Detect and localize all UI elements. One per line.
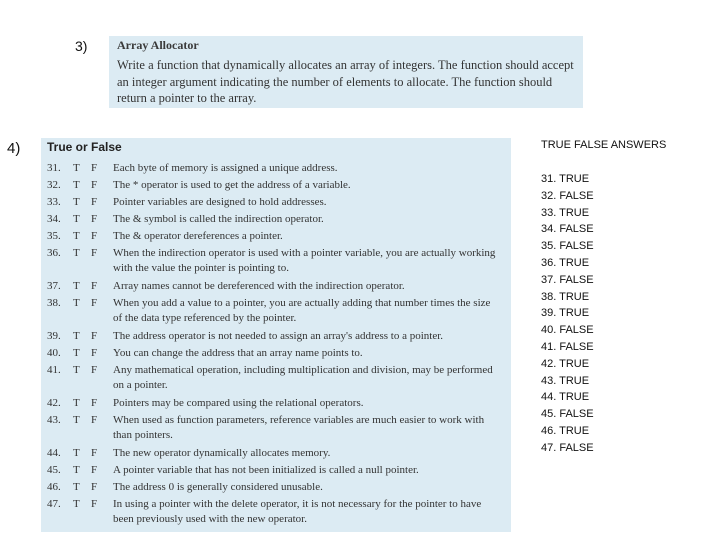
false-option: F (91, 498, 98, 510)
false-option: F (91, 280, 98, 292)
false-option: F (91, 196, 98, 208)
answer-item: 35. FALSE (541, 240, 594, 253)
answer-item: 42. TRUE (541, 357, 590, 370)
question-number: 43. (47, 414, 61, 426)
answer-item: 38. TRUE (541, 290, 590, 303)
question-number: 45. (47, 464, 61, 476)
question-text: Each byte of memory is assigned a unique address. (113, 162, 338, 174)
question-text: When the indirection operator is used with a pointer variable, you are actually working with the value the pointer is pointing to. (113, 247, 496, 274)
question-number: 36. (47, 247, 61, 259)
question-number: 35. (47, 230, 61, 242)
true-option: T (73, 464, 80, 476)
true-option: T (73, 481, 80, 493)
question-text: Array names cannot be dereferenced with the indirection operator. (113, 280, 405, 292)
false-option: F (91, 247, 98, 259)
true-option: T (73, 297, 80, 309)
answer-item: 46. TRUE (541, 424, 590, 437)
true-option: T (73, 162, 80, 174)
question-text: The address 0 is generally considered unusable. (113, 481, 323, 493)
question-text: You can change the address that an array name points to. (113, 347, 363, 359)
true-option: T (73, 364, 80, 376)
answer-item: 47. FALSE (541, 441, 594, 454)
false-option: F (91, 481, 98, 493)
answer-item: 36. TRUE (541, 256, 590, 269)
false-option: F (91, 213, 98, 225)
question-text: In using a pointer with the delete operator, it is not necessary for the pointer to have been previously used with the new operator. (113, 498, 482, 525)
false-option: F (91, 364, 98, 376)
answers-heading: TRUE FALSE ANSWERS (541, 139, 667, 151)
true-false-box (41, 138, 511, 532)
question-text: Any mathematical operation, including multiplication and division, may be performed on a pointer. (113, 364, 493, 391)
question-number: 31. (47, 162, 61, 174)
question-number: 38. (47, 297, 61, 309)
question-text: The & symbol is called the indirection operator. (113, 213, 324, 225)
answer-item: 34. FALSE (541, 223, 594, 236)
false-option: F (91, 330, 98, 342)
false-option: F (91, 230, 98, 242)
problem-4-number: 4) (7, 140, 21, 157)
question-text: The & operator dereferences a pointer. (113, 230, 283, 242)
question-number: 34. (47, 213, 61, 225)
array-allocator-title: Array Allocator (117, 38, 199, 52)
answer-item: 39. TRUE (541, 307, 590, 320)
question-text: The new operator dynamically allocates memory. (113, 447, 331, 459)
question-number: 40. (47, 347, 61, 359)
question-number: 32. (47, 179, 61, 191)
question-number: 46. (47, 481, 61, 493)
answer-item: 41. FALSE (541, 340, 594, 353)
false-option: F (91, 397, 98, 409)
question-text: The address operator is not needed to assign an array's address to a pointer. (113, 330, 444, 342)
false-option: F (91, 464, 98, 476)
question-text: When used as function parameters, reference variables are much easier to work with than pointers. (113, 414, 485, 441)
answers-list (541, 171, 666, 457)
true-option: T (73, 179, 80, 191)
false-option: F (91, 347, 98, 359)
array-allocator-box (109, 36, 583, 108)
problem-3-number: 3) (75, 38, 88, 54)
true-option: T (73, 247, 80, 259)
array-allocator-body: Write a function that dynamically allocates an array of integers. The function should accept an integer argument indicating the number of elements to allocate. The function should return a pointer to the array. (117, 58, 574, 105)
question-text: The * operator is used to get the address of a variable. (113, 179, 351, 191)
question-number: 39. (47, 330, 61, 342)
false-option: F (91, 297, 98, 309)
question-text: Pointer variables are designed to hold addresses. (113, 196, 327, 208)
true-option: T (73, 196, 80, 208)
answer-item: 40. FALSE (541, 324, 594, 337)
question-text: A pointer variable that has not been initialized is called a null pointer. (113, 464, 419, 476)
true-option: T (73, 447, 80, 459)
answer-item: 45. FALSE (541, 408, 594, 421)
answer-item: 37. FALSE (541, 273, 594, 286)
true-option: T (73, 397, 80, 409)
true-false-title: True or False (47, 140, 122, 154)
answers-panel (541, 138, 666, 457)
true-option: T (73, 230, 80, 242)
question-number: 41. (47, 364, 61, 376)
true-option: T (73, 213, 80, 225)
false-option: F (91, 179, 98, 191)
true-option: T (73, 498, 80, 510)
answer-item: 33. TRUE (541, 206, 590, 219)
answer-item: 44. TRUE (541, 391, 590, 404)
question-number: 42. (47, 397, 61, 409)
question-text: When you add a value to a pointer, you are actually adding that number times the size of the data type referenced by the pointer. (113, 297, 491, 324)
answer-item: 31. TRUE (541, 173, 590, 185)
true-option: T (73, 347, 80, 359)
answer-item: 43. TRUE (541, 374, 590, 387)
answer-item: 32. FALSE (541, 189, 594, 202)
true-option: T (73, 414, 80, 426)
question-number: 44. (47, 447, 61, 459)
false-option: F (91, 447, 98, 459)
false-option: F (91, 162, 98, 174)
question-text: Pointers may be compared using the relational operators. (113, 397, 364, 409)
question-number: 47. (47, 498, 61, 510)
question-number: 37. (47, 280, 61, 292)
true-option: T (73, 280, 80, 292)
question-number: 33. (47, 196, 61, 208)
false-option: F (91, 414, 98, 426)
true-option: T (73, 330, 80, 342)
